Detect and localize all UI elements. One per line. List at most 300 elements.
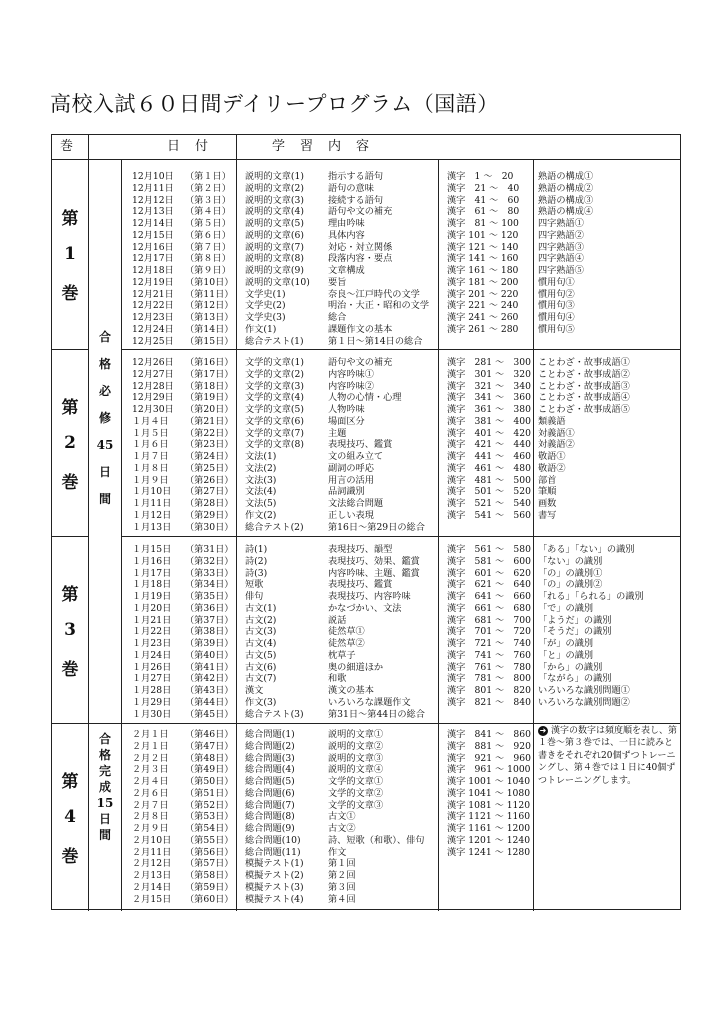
row-cell: 文法(3) — [245, 474, 277, 486]
table-row — [52, 626, 680, 638]
row-cell: （第19日） — [185, 392, 234, 404]
row-cell: 総合問題(4) — [245, 764, 295, 776]
row-cell: 四字熟語① — [538, 218, 584, 229]
row-cell: ２月２日 — [132, 752, 169, 764]
row-cell: 副詞の呼応 — [328, 462, 374, 474]
row-cell: 漢字 961 ～ 1000 — [447, 764, 531, 776]
row-cell: 明治・大正・昭和の文学 — [328, 300, 430, 312]
row-cell: 漢字 241 ～ 260 — [447, 312, 519, 323]
row-cell: ２月12日 — [132, 858, 172, 870]
row-cell: （第18日） — [185, 380, 234, 392]
row-cell: 段落内容・要点 — [328, 253, 393, 265]
row-cell: （第５日） — [185, 218, 231, 229]
row-cell: （第23日） — [185, 439, 234, 451]
table-row — [52, 300, 680, 312]
row-cell: （第38日） — [185, 626, 234, 638]
row-cell: 漢字 341 ～ 360 — [447, 392, 531, 404]
row-cell: 詩(2) — [245, 555, 268, 567]
row-cell: 12月10日 — [132, 171, 174, 182]
table-row — [52, 638, 680, 650]
row-cell: 筆順 — [538, 486, 557, 498]
row-cell: 人物の心情・心理 — [328, 392, 402, 404]
row-cell: 漢字 621 ～ 640 — [447, 579, 531, 591]
row-cell: （第６日） — [185, 229, 231, 241]
row-cell: （第49日） — [185, 764, 234, 776]
row-cell: 漢字 801 ～ 820 — [447, 685, 531, 696]
table-row — [52, 324, 680, 336]
row-cell: 12月26日 — [132, 357, 174, 368]
row-cell: 古文(1) — [245, 602, 277, 614]
table-row — [52, 218, 680, 230]
row-cell: １月５日 — [132, 427, 169, 439]
row-cell: 文学的文章(6) — [245, 415, 304, 427]
row-cell: （第53日） — [185, 811, 234, 823]
row-cell: 漢字 261 ～ 280 — [447, 323, 519, 335]
table-row — [52, 206, 680, 218]
row-cell: 漢字 321 ～ 340 — [447, 380, 531, 392]
row-cell: 漢字 701 ～ 720 — [447, 626, 531, 638]
row-cell: 語句や文の補充 — [328, 206, 393, 218]
table-row — [52, 357, 680, 369]
row-cell: 説明的文章② — [328, 740, 384, 752]
row-cell: ことわざ・故事成語⑤ — [538, 404, 630, 415]
row-cell: 漢字 141 ～ 160 — [447, 253, 519, 265]
table-row — [52, 858, 680, 870]
row-cell: 12月15日 — [132, 229, 174, 241]
memo-note: ➜ 漢字の数字は頻度順を表し、第１巻～第３巻では、一日に読みと書きをそれぞれ20個ずつトレーニングし、第４巻では１日に40個ずつトレーニングします。 — [538, 726, 678, 786]
row-cell: 12月14日 — [132, 218, 174, 229]
row-cell: 接続する語句 — [328, 194, 384, 206]
row-cell: 詩、短歌（和歌）、俳句 — [328, 834, 425, 846]
row-cell: （第43日） — [185, 685, 234, 696]
row-cell: 漢字 461 ～ 480 — [447, 462, 531, 474]
row-cell: （第60日） — [185, 893, 234, 905]
row-cell: 総合問題(8) — [245, 811, 295, 823]
row-cell: 熟語の構成① — [538, 171, 594, 182]
row-cell: 「そうだ」の識別 — [538, 626, 612, 638]
row-cell: （第35日） — [185, 591, 234, 602]
volume-2-label: 第 2 巻 — [61, 397, 79, 493]
row-cell: （第58日） — [185, 870, 234, 881]
row-cell: 説話 — [328, 614, 347, 626]
row-cell: 語句や文の補充 — [328, 357, 393, 368]
row-cell: （第55日） — [185, 834, 234, 846]
row-cell: 四字熟語④ — [538, 253, 584, 265]
row-cell: 12月23日 — [132, 312, 174, 323]
table-row — [52, 870, 680, 882]
row-cell: ２月６日 — [132, 787, 169, 799]
table-row — [52, 171, 680, 183]
table-row — [52, 685, 680, 697]
row-cell: 漢字 181 ～ 200 — [447, 276, 519, 288]
row-cell: （第46日） — [185, 729, 234, 740]
row-cell: １月24日 — [132, 649, 172, 661]
row-cell: 漢文 — [245, 685, 264, 696]
row-cell: 総合問題(7) — [245, 799, 295, 811]
table-row — [52, 650, 680, 662]
row-cell: 12月22日 — [132, 300, 174, 312]
row-cell: 漢字 201 ～ 220 — [447, 288, 519, 300]
arrow-right-icon: ➜ — [539, 726, 547, 735]
row-cell: （第59日） — [185, 881, 234, 893]
row-cell: （第３日） — [185, 194, 231, 206]
row-cell: 第３回 — [328, 881, 356, 893]
row-cell: （第28日） — [185, 498, 234, 509]
row-cell: １月15日 — [132, 544, 172, 555]
row-cell: 「ない」の識別 — [538, 555, 603, 567]
row-cell: 語句の意味 — [328, 182, 374, 194]
volume-1-label: 第 1 巻 — [61, 209, 79, 304]
row-cell: 「から」の識別 — [538, 661, 603, 673]
row-cell: 12月17日 — [132, 253, 174, 265]
row-cell: 古文(2) — [245, 614, 277, 626]
row-cell: 俳句 — [245, 591, 264, 602]
row-cell: 漢字 721 ～ 740 — [447, 638, 531, 649]
row-cell: 文学史(3) — [245, 312, 286, 323]
row-cell: （第45日） — [185, 708, 234, 720]
row-cell: 場面区分 — [328, 415, 365, 427]
row-cell: 総合問題(3) — [245, 752, 295, 764]
row-cell: 用言の活用 — [328, 474, 374, 486]
row-cell: 文学的文章② — [328, 787, 384, 799]
row-cell: （第12日） — [185, 300, 234, 312]
row-cell: 漢字 481 ～ 500 — [447, 474, 531, 486]
table-row — [52, 451, 680, 463]
row-cell: 漢字 681 ～ 700 — [447, 614, 531, 626]
row-cell: （第13日） — [185, 312, 234, 323]
table-row — [52, 894, 680, 906]
row-cell: ２月13日 — [132, 870, 172, 881]
row-cell: 総合問題(11) — [245, 846, 301, 858]
row-cell: １月27日 — [132, 673, 172, 685]
row-cell: （第47日） — [185, 740, 234, 752]
row-cell: 漢字 1121 ～ 1160 — [447, 811, 531, 823]
row-cell: ことわざ・故事成語③ — [538, 380, 630, 392]
row-cell: 模擬テスト(3) — [245, 881, 304, 893]
row-cell: 表現技巧、韻型 — [328, 544, 393, 555]
row-cell: 慣用句④ — [538, 312, 575, 323]
row-cell: （第31日） — [185, 544, 234, 555]
row-cell: ２月９日 — [132, 823, 169, 834]
row-cell: 漢字 581 ～ 600 — [447, 555, 531, 567]
row-cell: 古文(6) — [245, 661, 277, 673]
row-cell: 熟語の構成② — [538, 182, 594, 194]
row-cell: （第27日） — [185, 486, 234, 498]
row-cell: 漢字 601 ～ 620 — [447, 567, 531, 579]
row-cell: 説明的文章(9) — [245, 265, 304, 276]
row-cell: 文法(5) — [245, 498, 277, 509]
row-cell: 漢字 301 ～ 320 — [447, 368, 531, 380]
row-cell: 漢字 1161 ～ 1200 — [447, 823, 531, 834]
row-cell: 総合 — [328, 312, 347, 323]
row-cell: 文学史(2) — [245, 300, 286, 312]
row-cell: 12月24日 — [132, 323, 174, 335]
row-cell: 慣用句② — [538, 288, 575, 300]
row-cell: 漢字 761 ～ 780 — [447, 661, 531, 673]
row-cell: （第30日） — [185, 521, 234, 533]
row-cell: 表現技巧、内容吟味 — [328, 591, 411, 602]
table-row — [52, 392, 680, 404]
row-cell: （第15日） — [185, 335, 234, 347]
row-cell: 漢字 1001 ～ 1040 — [447, 776, 531, 787]
row-cell: 12月12日 — [132, 194, 174, 206]
table-row — [52, 381, 680, 393]
row-cell: 「と」の識別 — [538, 649, 594, 661]
row-cell: １月12日 — [132, 509, 172, 521]
row-cell: 第２回 — [328, 870, 356, 881]
row-cell: （第16日） — [185, 357, 234, 368]
row-cell: １月30日 — [132, 708, 172, 720]
row-cell: 奥の細道ほか — [328, 661, 384, 673]
row-cell: 第16日～第29日の総合 — [328, 521, 425, 533]
row-cell: 対義語② — [538, 439, 575, 451]
row-cell: 古文(4) — [245, 638, 277, 649]
row-cell: 説明的文章(8) — [245, 253, 304, 265]
row-cell: 理由吟味 — [328, 218, 365, 229]
row-cell: 作文(2) — [245, 509, 277, 521]
row-cell: 漢字 21 ～ 40 — [447, 182, 520, 194]
row-cell: 「ある」「ない」の識別 — [538, 544, 635, 555]
row-cell: １月23日 — [132, 638, 172, 649]
row-cell: （第44日） — [185, 696, 234, 708]
row-cell: （第20日） — [185, 404, 234, 415]
row-cell: 文学的文章(2) — [245, 368, 304, 380]
row-cell: 説明的文章① — [328, 729, 384, 740]
row-cell: 対応・対立関係 — [328, 241, 393, 253]
row-cell: 類義語 — [538, 415, 566, 427]
row-cell: 漢字 101 ～ 120 — [447, 229, 519, 241]
row-cell: （第56日） — [185, 846, 234, 858]
row-cell: １月17日 — [132, 567, 172, 579]
row-cell: １月８日 — [132, 462, 169, 474]
row-cell: 漢字 561 ～ 580 — [447, 544, 531, 555]
row-cell: かなづかい、文法 — [328, 602, 402, 614]
row-cell: 第１回 — [328, 858, 356, 870]
row-cell: 漢字 881 ～ 920 — [447, 740, 531, 752]
row-cell: 品詞識別 — [328, 486, 365, 498]
row-cell: 「ようだ」の識別 — [538, 614, 612, 626]
row-cell: （第11日） — [185, 288, 234, 300]
row-cell: ２月１日 — [132, 740, 169, 752]
row-cell: 正しい表現 — [328, 509, 374, 521]
row-cell: 12月11日 — [132, 182, 174, 194]
row-cell: 四字熟語② — [538, 229, 584, 241]
row-cell: 書写 — [538, 509, 557, 521]
row-cell: （第51日） — [185, 787, 234, 799]
row-cell: （第４日） — [185, 206, 231, 218]
row-cell: （第37日） — [185, 614, 234, 626]
row-cell: 画数 — [538, 498, 557, 509]
row-cell: 内容吟味① — [328, 368, 374, 380]
row-cell: 慣用句① — [538, 276, 575, 288]
table-row — [52, 591, 680, 603]
row-cell: 文学史(1) — [245, 288, 286, 300]
volume-4-label: 第 4 巻 — [61, 772, 79, 867]
row-cell: 総合テスト(3) — [245, 708, 304, 720]
row-cell: （第48日） — [185, 752, 234, 764]
row-cell: 敬語② — [538, 462, 566, 474]
row-cell: 漢字 281 ～ 300 — [447, 357, 531, 368]
group-label-complete-15-days: 合 格 完 成 15 日 間 — [96, 732, 114, 842]
row-cell: ２月３日 — [132, 764, 169, 776]
row-cell: 説明的文章(2) — [245, 182, 304, 194]
row-cell: 漢字 41 ～ 60 — [447, 194, 520, 206]
row-cell: 古文(7) — [245, 673, 277, 685]
row-cell: 敬語① — [538, 451, 566, 462]
table-row — [52, 615, 680, 627]
table-row — [52, 662, 680, 674]
row-cell: （第２日） — [185, 182, 231, 194]
row-cell: （第７日） — [185, 241, 231, 253]
row-cell: （第32日） — [185, 555, 234, 567]
table-row — [52, 823, 680, 835]
row-cell: １月28日 — [132, 685, 172, 696]
row-cell: ことわざ・故事成語② — [538, 368, 630, 380]
row-cell: 漢字 381 ～ 400 — [447, 415, 531, 427]
row-cell: （第54日） — [185, 823, 234, 834]
row-cell: （第10日） — [185, 276, 234, 288]
row-cell: 総合問題(5) — [245, 776, 295, 787]
row-cell: 説明的文章(3) — [245, 194, 304, 206]
row-cell: 漢字 1041 ～ 1080 — [447, 787, 531, 799]
row-cell: 文学的文章③ — [328, 799, 384, 811]
row-cell: （第24日） — [185, 451, 234, 462]
row-cell: １月13日 — [132, 521, 172, 533]
row-cell: 12月27日 — [132, 368, 174, 380]
row-cell: 説明的文章④ — [328, 764, 384, 776]
row-cell: 徒然草② — [328, 638, 365, 649]
row-cell: １月11日 — [132, 498, 172, 509]
row-cell: 漢字 1201 ～ 1240 — [447, 834, 531, 846]
row-cell: 作文(1) — [245, 323, 277, 335]
row-cell: 12月16日 — [132, 241, 174, 253]
row-cell: 漢字 361 ～ 380 — [447, 404, 531, 415]
row-cell: （第21日） — [185, 415, 234, 427]
row-cell: 具体内容 — [328, 229, 365, 241]
row-cell: 表現技巧、鑑賞 — [328, 439, 393, 451]
row-cell: 漢字 541 ～ 560 — [447, 509, 531, 521]
row-cell: 総合問題(2) — [245, 740, 295, 752]
row-cell: 人物吟味 — [328, 404, 365, 415]
row-cell: 古文(5) — [245, 649, 277, 661]
table-row — [52, 369, 680, 381]
row-cell: （第57日） — [185, 858, 234, 870]
row-cell: 12月21日 — [132, 288, 174, 300]
row-cell: １月９日 — [132, 474, 169, 486]
row-cell: 漢字 1081 ～ 1120 — [447, 799, 531, 811]
row-cell: 漢字 1241 ～ 1280 — [447, 846, 531, 858]
row-cell: 12月28日 — [132, 380, 174, 392]
row-cell: 漢字 1 ～ 20 — [447, 171, 514, 182]
row-cell: 文学的文章(3) — [245, 380, 304, 392]
row-cell: 12月29日 — [132, 392, 174, 404]
table-row — [52, 289, 680, 301]
row-cell: 説明的文章③ — [328, 752, 384, 764]
row-cell: １月21日 — [132, 614, 172, 626]
row-cell: ことわざ・故事成語① — [538, 357, 630, 368]
table-row — [52, 230, 680, 242]
row-cell: 文法(4) — [245, 486, 277, 498]
row-cell: （第１日） — [185, 171, 231, 182]
row-cell: 漢字 501 ～ 520 — [447, 486, 531, 498]
row-cell: 古文(3) — [245, 626, 277, 638]
table-row — [52, 195, 680, 207]
row-cell: 第31日～第44日の総合 — [328, 708, 425, 720]
row-cell: 総合問題(9) — [245, 823, 295, 834]
table-row — [52, 811, 680, 823]
row-cell: 熟語の構成④ — [538, 206, 594, 218]
row-cell: １月10日 — [132, 486, 172, 498]
row-cell: １月７日 — [132, 451, 169, 462]
table-row — [52, 463, 680, 475]
row-cell: 漢字 441 ～ 460 — [447, 451, 531, 462]
row-cell: 漢文の基本 — [328, 685, 374, 696]
table-row — [52, 265, 680, 277]
row-cell: ２月11日 — [132, 846, 172, 858]
row-cell: 漢字 221 ～ 240 — [447, 300, 519, 312]
row-cell: 「の」の識別② — [538, 579, 603, 591]
row-cell: 慣用句⑤ — [538, 323, 575, 335]
table-row — [52, 336, 680, 348]
row-cell: 総合問題(1) — [245, 729, 295, 740]
row-cell: 模擬テスト(1) — [245, 858, 304, 870]
row-cell: ２月10日 — [132, 834, 172, 846]
row-cell: 枕草子 — [328, 649, 356, 661]
row-cell: （第８日） — [185, 253, 231, 265]
table-row — [52, 428, 680, 440]
row-cell: 「ながら」の識別 — [538, 673, 612, 685]
row-cell: 模擬テスト(4) — [245, 893, 304, 905]
row-cell: 文学的文章① — [328, 776, 384, 787]
row-cell: 漢字 401 ～ 420 — [447, 427, 531, 439]
table-row — [52, 800, 680, 812]
row-cell: （第29日） — [185, 509, 234, 521]
row-cell: 説明的文章(5) — [245, 218, 304, 229]
row-cell: 総合問題(10) — [245, 834, 301, 846]
table-row — [52, 835, 680, 847]
row-cell: 部首 — [538, 474, 557, 486]
row-cell: 第４回 — [328, 893, 356, 905]
row-cell: 説明的文章(6) — [245, 229, 304, 241]
row-cell: 慣用句③ — [538, 300, 575, 312]
table-row — [52, 847, 680, 859]
row-cell: 説明的文章(4) — [245, 206, 304, 218]
table-row — [52, 544, 680, 556]
table-row — [52, 522, 680, 534]
row-cell: 漢字 781 ～ 800 — [447, 673, 531, 685]
row-cell: 「が」の識別 — [538, 638, 594, 649]
row-cell: 奈良～江戸時代の文学 — [328, 288, 420, 300]
row-cell: １月22日 — [132, 626, 172, 638]
row-cell: 漢字 641 ～ 660 — [447, 591, 531, 602]
row-cell: いろいろな識別問題① — [538, 685, 630, 696]
row-cell: 漢字 161 ～ 180 — [447, 265, 519, 276]
row-cell: 漢字 841 ～ 860 — [447, 729, 531, 740]
table-row — [52, 697, 680, 709]
row-cell: 漢字 521 ～ 540 — [447, 498, 531, 509]
table-row — [52, 579, 680, 591]
schedule-table — [51, 134, 681, 910]
table-row — [52, 510, 680, 522]
row-cell: １月29日 — [132, 696, 172, 708]
row-cell: 表現技巧、鑑賞 — [328, 579, 393, 591]
row-cell: 漢字 921 ～ 960 — [447, 752, 531, 764]
row-cell: 文法(2) — [245, 462, 277, 474]
row-cell: 文学的文章(8) — [245, 439, 304, 451]
table-row — [52, 882, 680, 894]
row-cell: 文学的文章(7) — [245, 427, 304, 439]
row-cell: いろいろな課題作文 — [328, 696, 411, 708]
